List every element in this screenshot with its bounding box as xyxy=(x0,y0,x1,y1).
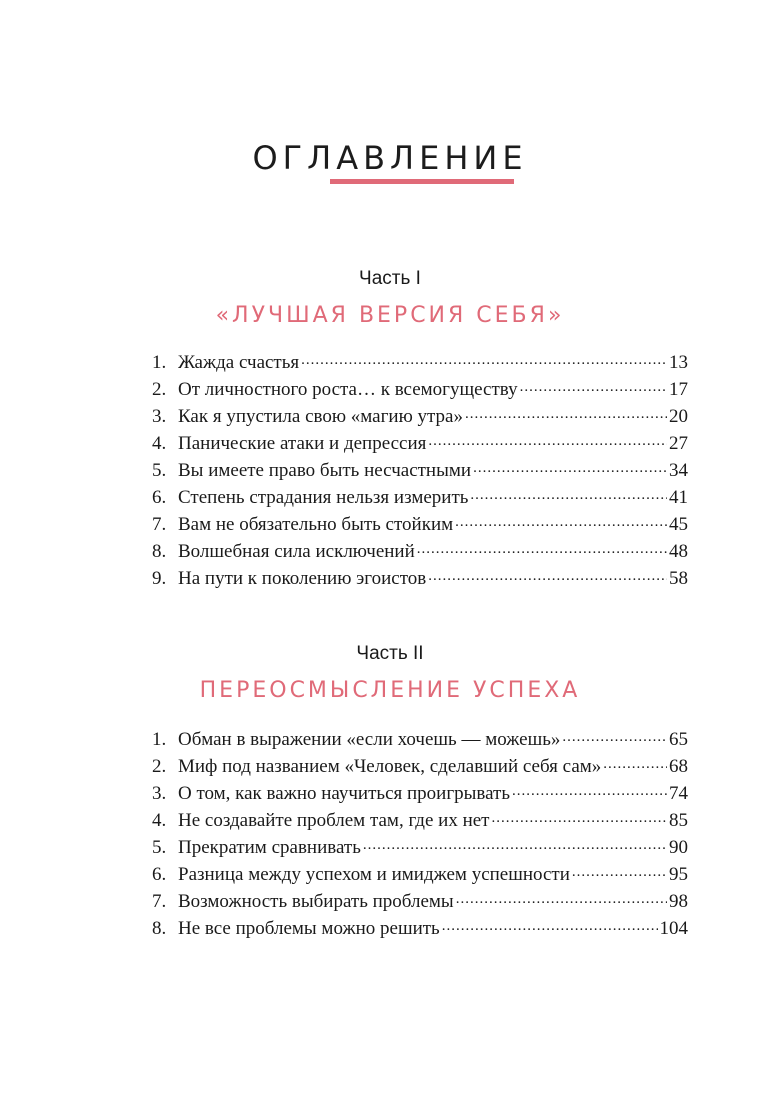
part-2-chapter-list xyxy=(152,726,688,942)
chapter-number: 6. xyxy=(152,487,167,508)
dot-leader xyxy=(473,457,667,476)
dot-leader xyxy=(520,376,667,395)
dot-leader xyxy=(465,403,667,422)
dot-leader xyxy=(428,565,667,584)
toc-entry[interactable] xyxy=(152,511,688,538)
page-number: 13 xyxy=(669,352,688,373)
chapter-number: 7. xyxy=(152,514,167,535)
dot-leader xyxy=(363,834,667,853)
chapter-title: От личностного роста… к всемогуществу xyxy=(178,379,518,400)
toc-entry[interactable] xyxy=(152,834,688,861)
dot-leader xyxy=(572,861,667,880)
page-number: 98 xyxy=(669,891,688,912)
chapter-number: 8. xyxy=(152,541,167,562)
chapter-title: На пути к поколению эгоистов xyxy=(178,568,427,589)
toc-entry[interactable] xyxy=(152,780,688,807)
toc-entry[interactable] xyxy=(152,888,688,915)
chapter-number: 4. xyxy=(152,433,167,454)
page-number: 85 xyxy=(669,810,688,831)
toc-entry[interactable] xyxy=(152,565,688,592)
dot-leader xyxy=(455,511,667,530)
chapter-number: 9. xyxy=(152,568,167,589)
chapter-number: 8. xyxy=(152,918,167,939)
dot-leader xyxy=(456,888,667,907)
chapter-title: Волшебная сила исключений xyxy=(178,541,415,562)
title-underline xyxy=(330,179,514,184)
chapter-title: Прекратим сравнивать xyxy=(178,837,361,858)
toc-entry[interactable] xyxy=(152,349,688,376)
chapter-title: Вы имеете право быть несчастными xyxy=(178,460,472,481)
page-number: 27 xyxy=(669,433,688,454)
chapter-number: 5. xyxy=(152,460,167,481)
chapter-number: 1. xyxy=(152,729,167,750)
part-2-label: Часть II xyxy=(356,643,424,664)
chapter-title: Возможность выбирать проблемы xyxy=(178,891,454,912)
toc-entry[interactable] xyxy=(152,807,688,834)
toc-entry[interactable] xyxy=(152,376,688,403)
page-number: 58 xyxy=(669,568,688,589)
chapter-number: 3. xyxy=(152,406,167,427)
page-number: 65 xyxy=(669,729,688,750)
chapter-number: 3. xyxy=(152,783,167,804)
toc-entry[interactable] xyxy=(152,915,688,942)
toc-entry[interactable] xyxy=(152,753,688,780)
chapter-title: Как я упустила свою «магию утра» xyxy=(178,406,463,427)
toc-entry[interactable] xyxy=(152,484,688,511)
dot-leader xyxy=(603,753,667,772)
toc-entry[interactable] xyxy=(152,457,688,484)
page-number: 48 xyxy=(669,541,688,562)
toc-entry[interactable] xyxy=(152,403,688,430)
chapter-number: 2. xyxy=(152,379,167,400)
dot-leader xyxy=(428,430,667,449)
part-1-title: «ЛУЧШАЯ ВЕРСИЯ СЕБЯ» xyxy=(215,303,565,328)
page-number: 41 xyxy=(669,487,688,508)
chapter-title: Степень страдания нельзя измерить xyxy=(178,487,469,508)
chapter-number: 6. xyxy=(152,864,167,885)
chapter-title: Вам не обязательно быть стойким xyxy=(178,514,454,535)
part-1-chapter-list xyxy=(152,349,688,592)
chapter-title: О том, как важно научиться проигрывать xyxy=(178,783,511,804)
chapter-title: Обман в выражении «если хочешь — можешь» xyxy=(178,729,561,750)
chapter-title: Не создавайте проблем там, где их нет xyxy=(178,810,490,831)
chapter-number: 1. xyxy=(152,352,167,373)
toc-entry[interactable] xyxy=(152,861,688,888)
part-1-label: Часть I xyxy=(359,268,421,289)
chapter-title: Миф под названием «Человек, сделавший себя сам» xyxy=(178,756,602,777)
dot-leader xyxy=(512,780,667,799)
page-number: 90 xyxy=(669,837,688,858)
page-number: 45 xyxy=(669,514,688,535)
dot-leader xyxy=(442,915,658,934)
toc-entry[interactable] xyxy=(152,430,688,457)
chapter-number: 4. xyxy=(152,810,167,831)
chapter-number: 2. xyxy=(152,756,167,777)
page-title: ОГЛАВЛЕНИЕ xyxy=(252,139,528,178)
chapter-title: Разница между успехом и имиджем успешности xyxy=(178,864,570,885)
page-number: 68 xyxy=(669,756,688,777)
page-number: 95 xyxy=(669,864,688,885)
dot-leader xyxy=(562,726,667,745)
dot-leader xyxy=(491,807,667,826)
chapter-number: 7. xyxy=(152,891,167,912)
toc-entry[interactable] xyxy=(152,538,688,565)
page-number: 104 xyxy=(659,918,688,939)
chapter-title: Панические атаки и депрессия xyxy=(178,433,427,454)
chapter-title: Не все проблемы можно решить xyxy=(178,918,440,939)
page-number: 17 xyxy=(669,379,688,400)
page-number: 20 xyxy=(669,406,688,427)
dot-leader xyxy=(301,349,667,368)
dot-leader xyxy=(470,484,667,503)
toc-entry[interactable] xyxy=(152,726,688,753)
chapter-number: 5. xyxy=(152,837,167,858)
chapter-title: Жажда счастья xyxy=(178,352,300,373)
dot-leader xyxy=(417,538,667,557)
part-2-title: ПЕРЕОСМЫСЛЕНИЕ УСПЕХА xyxy=(199,678,581,703)
page-number: 74 xyxy=(669,783,688,804)
page-number: 34 xyxy=(669,460,688,481)
